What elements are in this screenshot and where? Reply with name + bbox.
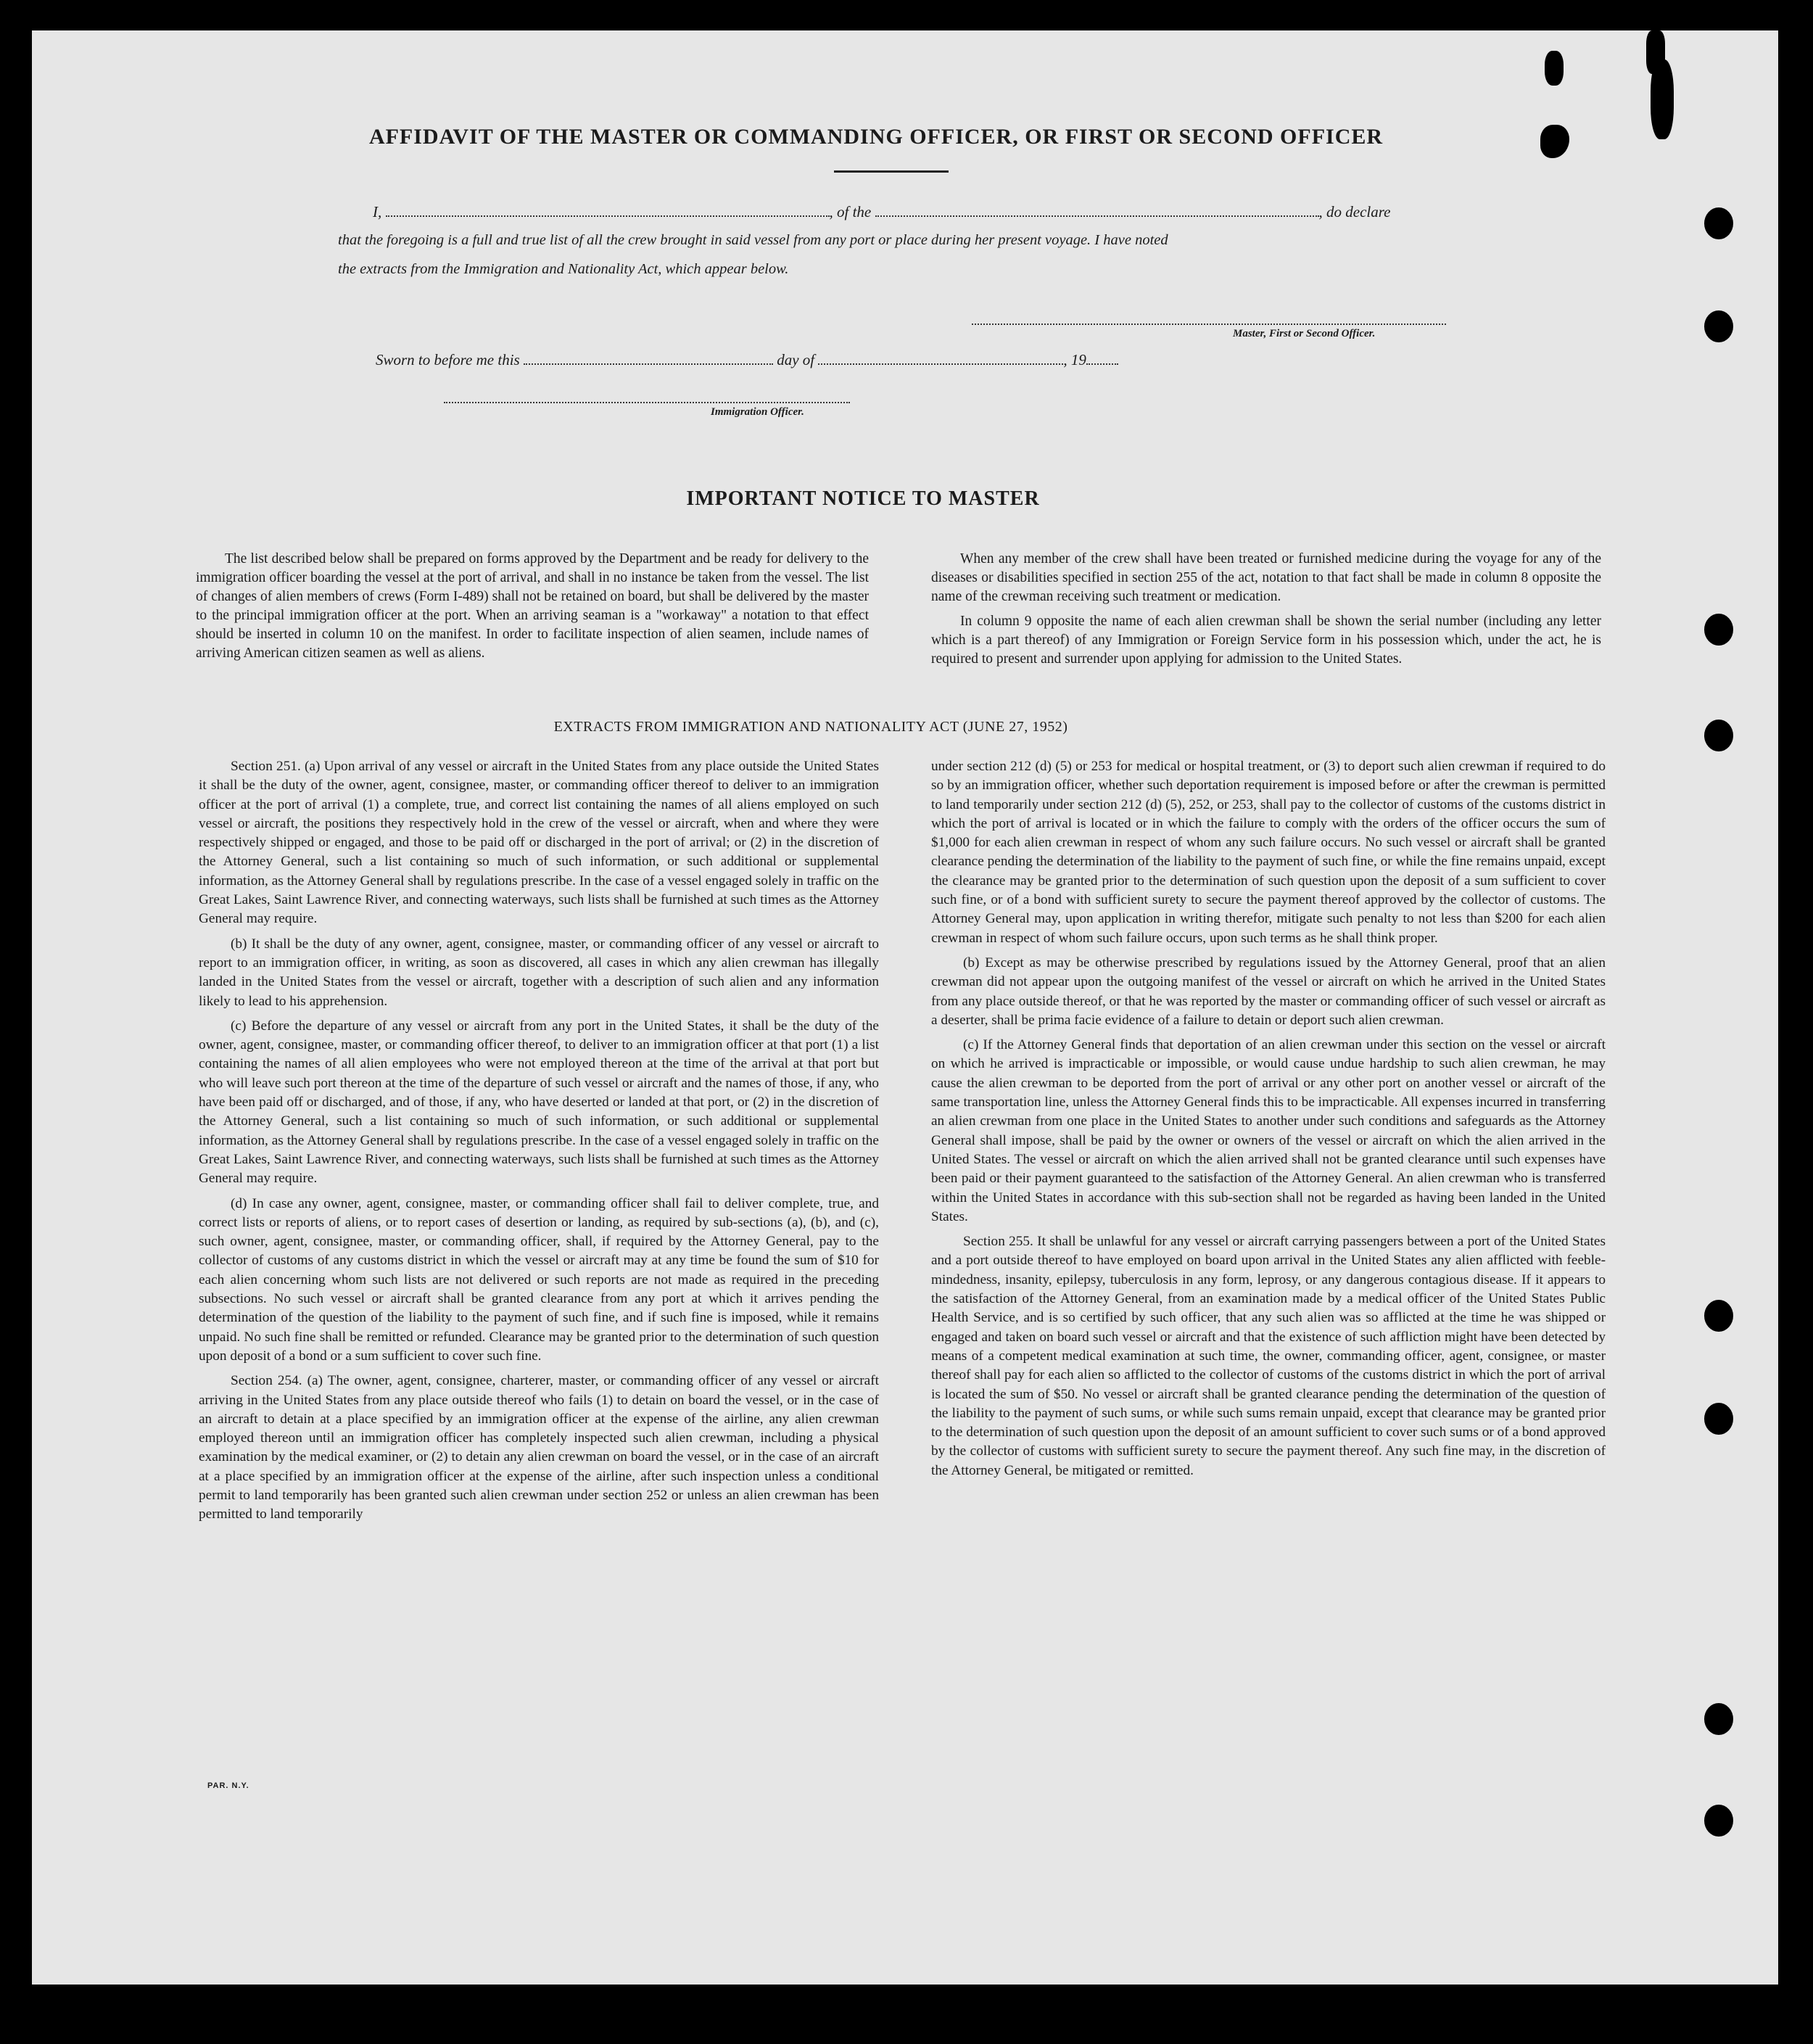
notice-paragraph: When any member of the crew shall have been treated or furnished medicine during the voyage for any of the diseases or disabilities specified in section 255 of the act, notation to that fact shall be made in column 8 opposite the name of the crewman receiving such treatment or medication. [931,551,1601,604]
punch-hole [1704,614,1733,646]
master-signature-line [972,324,1446,325]
sworn-line [376,351,1118,369]
of-the-label: , of the [829,203,872,221]
sworn-label: Sworn to before me this [376,351,520,368]
section-paragraph: under section 212 (d) (5) or 253 for medical or hospital treatment, or (3) to deport such alien crewman if required to do so by an immigration officer, whether such deportation requirement is imposed before or after the crewman is permitted to land temporarily under section 212 (d) (5), 252, or 253, shall pay to the collector of customs of the customs district in which the port of arrival is located or in which the failure to comply with the orders of the officer occurs the sum of $1,000 for each alien crewman in respect of whom any such failure occurs. No such vessel or aircraft shall be granted clearance pending the determination of the liability to the payment of such fine, or while the fine remains unpaid, except the clearance may be granted prior to the determination of such question upon the deposit of a sum sufficient to cover such fine, or of a bond with sufficient surety to secure the payment thereof approved by the collector of customs. The Attorney General may, upon application in writing therefor, mitigate such penalty to not less than $200 for each alien crewman in respect of whom such failure occurs, upon such terms as he shall think proper. [931,759,1606,946]
punch-hole [1704,310,1733,342]
officer-signature-line [444,402,850,403]
section-paragraph: (c) Before the departure of any vessel or aircraft from any port in the United States, it shall be the duty of the owner, agent, consignee, master, or commanding officer thereof, to deliver to an immigration officer at that port (1) a list containing the names of all alien employees who were not employed thereon at the time of the arrival at that port but who will leave such port thereon at the time of the departure of such vessel or aircraft and the names of those, if any, who have been paid off or discharged, and of those, if any, who have deserted or landed at that port, or (2) in the discretion of the Attorney General, such a list containing so much of such information, or such additional or supplemental information, as the Attorney General shall by regulations prescribe. In the case of a vessel engaged solely in traffic on the Great Lakes, Saint Lawrence River, and connecting waterways, such lists shall be furnished at such times as the Attorney General may require. [199,1018,879,1187]
section-paragraph: Section 254. (a) The owner, agent, consignee, charterer, master, or commanding officer of any vessel or aircraft arriving in the United States from any place outside thereof who fails (1) to detain on board the vessel, or in the case of an aircraft to detain at a place specified by an immigration officer at the expense of the airline, any alien crewman employed thereon until an immigration officer has completely inspected such alien crewman, including a physical examination by the medical examiner, or (2) to detain any alien crewman on board the vessel, or in the case of an aircraft at a place specified by an immigration officer at the expense of the airline, after such inspection unless a conditional permit to land temporarily has been granted such alien crewman under section 252 or unless an alien crewman has been permitted to land temporarily [199,1373,879,1522]
extracts-left-column [199,757,879,1525]
document-page [32,30,1778,1985]
affidavit-line3: the extracts from the Immigration and Nationality Act, which appear below. [338,261,789,277]
notice-right-column [931,550,1601,669]
notice-paragraph: In column 9 opposite the name of each alien crewman shall be shown the serial number (including any letter which is a part thereof) of any Immigration or Foreign Service form in his possession which, under the act, he is required to present and surrender upon applying for admission to the United States. [931,614,1601,667]
punch-hole [1704,1300,1733,1332]
affidavit-line1 [373,203,1390,221]
notice-paragraph: The list described below shall be prepared on forms approved by the Department and be ready for delivery to the immigration officer boarding the vessel at the port of arrival, and shall in no instance be taken from the vessel. The list of changes of alien members of crews (Form I-489) shall not be retained on board, but shall be delivered by the master to the principal immigration officer at the port. When an arriving seaman is a "workaway" a notation to that effect should be inserted in column 10 on the manifest. In order to facilitate inspection of alien seamen, include names of arriving American citizen seamen as well as aliens. [196,551,869,661]
section-paragraph: (b) It shall be the duty of any owner, agent, consignee, master, or commanding officer of any vessel or aircraft to report to an immigration officer, in writing, as soon as discovered, all cases in which any alien crewman has illegally landed in the United States from the vessel or aircraft, together with a description of such alien and any information likely to lead to his apprehension. [199,936,879,1009]
title-rule [834,170,949,173]
notice-title: IMPORTANT NOTICE TO MASTER [686,487,1040,510]
year-blank [1086,363,1118,365]
do-declare-label: , do declare [1318,203,1391,221]
master-caption: Master, First or Second Officer. [1233,328,1376,339]
section-paragraph: Section 255. It shall be unlawful for any vessel or aircraft carrying passengers between a port of the United States and a port outside thereof to have employed on board upon arrival in the United States any alien afflicted with feeble-mindedness, insanity, epilepsy, tuberculosis in any form, leprosy, or any dangerous contagious disease. If it appears to the satisfaction of the Attorney General, from an examination made by a medical officer of the United States Public Health Service, and is so certified by such officer, that any such alien was so afflicted at the time he was shipped or engaged and taken on board such vessel or aircraft and that the existence of such affliction might have been detected by means of a competent medical examination at such time, the owner, commanding officer, agent, consignee, or master thereof shall pay for each alien so afflicted to the collector of customs of the customs district in which the port of arrival is located the sum of $50. No vessel or aircraft shall be granted clearance pending the determination of the question of the liability to the payment of such sums, or while such sums remain unpaid, except that clearance may be granted prior to the determination of such question upon the deposit of an amount sufficient to cover such sums or of a bond approved by the collector of customs with sufficient surety to secure the payment thereof. Any such fine may, in the discretion of the Attorney General, be mitigated or remitted. [931,1234,1606,1478]
punch-hole [1704,1805,1733,1837]
i-label: I, [373,203,382,221]
officer-caption: Immigration Officer. [711,406,804,418]
year-label: , 19 [1063,351,1086,368]
printer-mark: PAR. N.Y. [207,1781,249,1790]
punch-hole [1704,1403,1733,1435]
vessel-blank [875,215,1319,217]
section-paragraph: (d) In case any owner, agent, consignee, master, or commanding officer shall fail to deliver complete, true, and correct lists or reports of aliens, or to report cases of desertion or landing, as required by sub-sections (a), (b), and (c), such owner, agent, consignee, master, or commanding officer, shall, if required by the Attorney General, pay to the collector of customs of any customs district in which the vessel or aircraft may at any time be found the sum of $10 for each alien concerning whom such lists are not delivered or such reports are not made as required in the preceding subsections. No such vessel or aircraft shall be granted clearance from any port at which it arrives pending the determination of the question of the liability to the payment of such fine, and if such fine is imposed, while it remains unpaid. No such fine shall be remitted or refunded. Clearance may be granted prior to the determination of such question upon deposit of a bond or a sum sufficient to cover such fine. [199,1195,879,1364]
month-blank [818,363,1063,365]
extracts-title: EXTRACTS FROM IMMIGRATION AND NATIONALITY ACT (JUNE 27, 1952) [553,719,1068,735]
day-of-label: day of [777,351,815,368]
section-paragraph: Section 251. (a) Upon arrival of any vessel or aircraft in the United States from any place outside the United States it shall be the duty of the owner, agent, consignee, master, or commanding officer thereof to deliver to an immigration officer at the port of arrival (1) a complete, true, and correct list containing the names of all aliens employed on such vessel or aircraft, the positions they respectively hold in the crew of the vessel or aircraft, when and where they were respectively shipped or engaged, and those to be paid off or discharged in the port of arrival; or (2) in the discretion of the Attorney General, such a list containing so much of such information, or such additional or supplemental information, as the Attorney General shall by regulations prescribe. In the case of a vessel engaged solely in traffic on the Great Lakes, Saint Lawrence River, and connecting waterways, such lists shall be furnished at such times as the Attorney General may require. [199,759,879,927]
sworn-date-blank [524,363,773,365]
extracts-right-column [931,757,1606,1480]
punch-hole [1704,720,1733,751]
punch-hole [1704,1703,1733,1735]
name-blank [386,215,830,217]
affidavit-line2: that the foregoing is a full and true list of all the crew brought in said vessel from any port or place during her present voyage. I have noted [338,232,1168,248]
section-paragraph: (b) Except as may be otherwise prescribed by regulations issued by the Attorney General, proof that an alien crewman did not appear upon the outgoing manifest of the vessel or aircraft on which he arrived in the United States from any place outside thereof, or that he was reported by the master or commanding officer of such vessel or aircraft as a deserter, shall be prima facie evidence of a failure to detain or deport such alien crewman. [931,955,1606,1028]
notice-left-column [196,550,869,663]
section-paragraph: (c) If the Attorney General finds that deportation of an alien crewman under this section on the vessel or aircraft on which he arrived is impracticable or impossible, or would cause undue hardship to such alien crewman, he may cause the alien crewman to be deported from the port of arrival or any other port on another vessel or aircraft of the same transportation line, unless the Attorney General finds this to be impracticable. All expenses incurred in transferring an alien crewman from one place in the United States to another under such conditions and safeguards as the Attorney General shall impose, shall be paid by the owner or owners of the vessel or aircraft on which the alien arrived in the United States. The vessel or aircraft on which the alien arrived shall not be granted clearance until such expenses have been paid or their payment guaranteed to the satisfaction of the Attorney General. An alien crewman who is transferred within the United States in accordance with this sub-section shall not be regarded as having been landed in the United States. [931,1037,1606,1224]
punch-hole [1704,207,1733,239]
affidavit-title: AFFIDAVIT OF THE MASTER OR COMMANDING OFFICER, OR FIRST OR SECOND OFFICER [368,125,1384,149]
